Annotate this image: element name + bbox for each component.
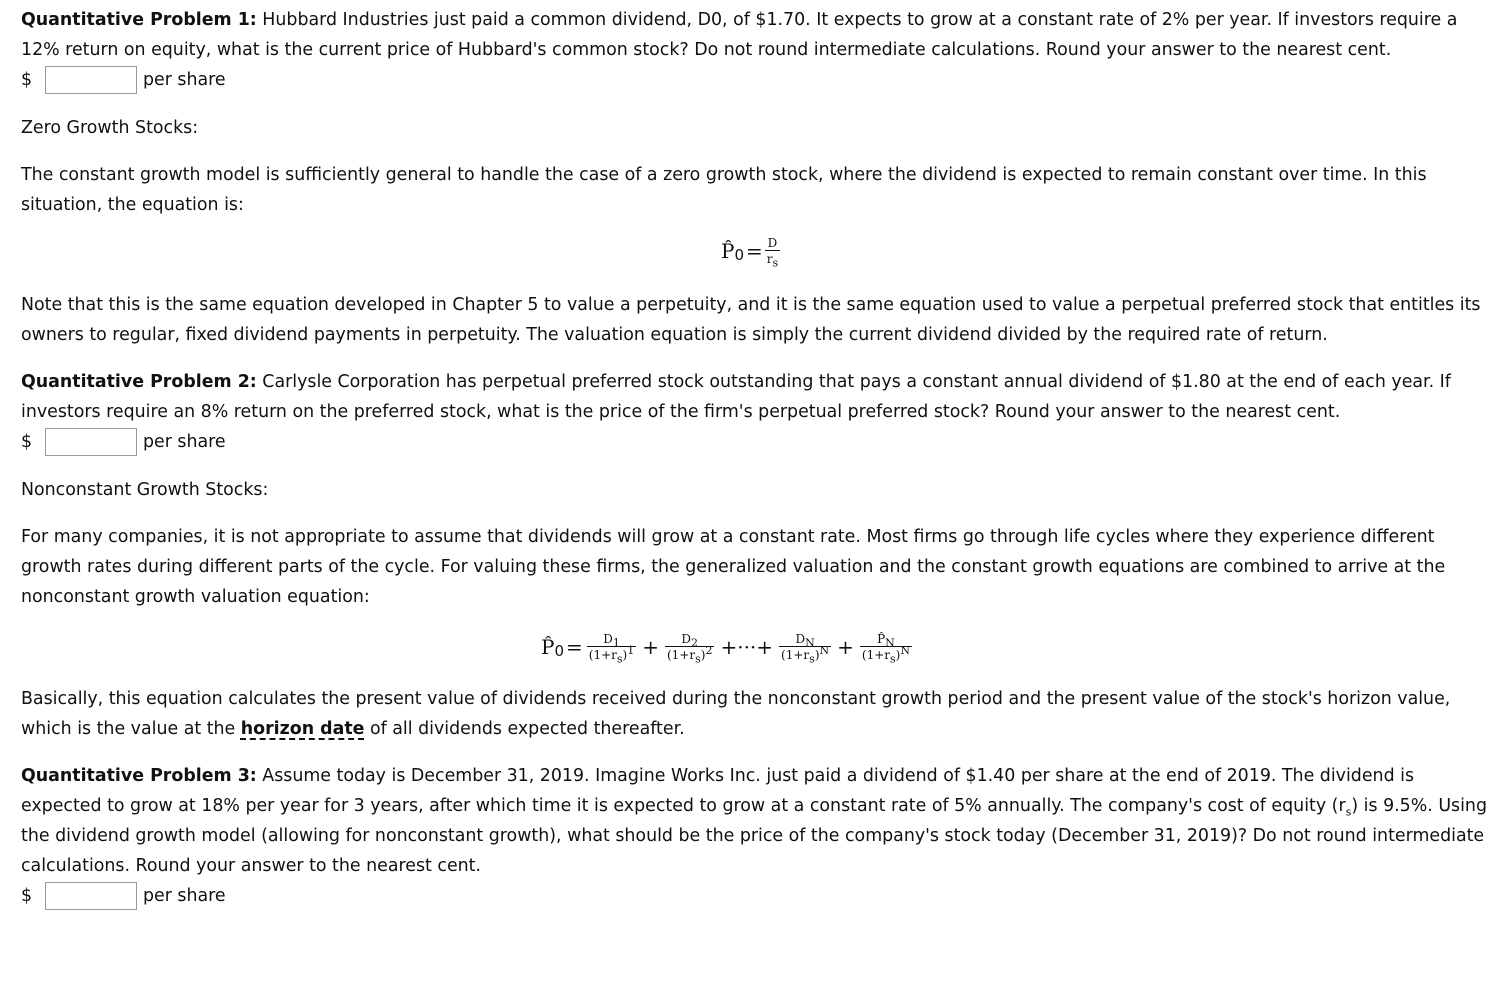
currency-symbol: $ xyxy=(21,432,33,452)
zero-growth-equation: P̂ $_0$ = $\frac{D}{r_s}$ xyxy=(721,236,779,270)
problem1-text: Quantitative Problem 1: Hubbard Industries just paid a common dividend, D0, of $1.70. It expects to grow at a constant rate of 2% per year. If investors require a 12% return on equity, what is the current price of Hubbard's common stock? Do not round intermediate calculations. Round your answer to the nearest cent. xyxy=(21,10,1458,60)
problem3-text: Quantitative Problem 3: Assume today is December 31, 2019. Imagine Works Inc. just paid a dividend of $1.40 per share at the end of 2019. The dividend is expected to grow at 18% per year for 3 years, after which time it is expected to grow at a constant rate of 5% annually. The company's cost of equity $(r_s)$ is 9.5%. Using the dividend growth model (allowing for nonconstant growth), what should be the price of the company's stock today (December 31, 2019)? Do not round intermediate calculations. Round your answer to the nearest cent. xyxy=(21,766,1487,876)
currency-symbol: $ xyxy=(21,70,33,90)
problem1-answer-row xyxy=(21,65,1496,95)
nonconstant-equation: P̂ $_0$ = $\frac{D_1}{(1+r_s)^1}$ + $\frac{D_2}{(1+r_s)^2}$ +···+ $\frac{D_N}{(1+r_s)^N}$ + $\frac{P̂_N}{(1+r_s)^N}$ xyxy=(541,632,910,666)
currency-symbol: $ xyxy=(21,886,33,906)
horizon-date-link[interactable]: horizon date xyxy=(240,719,365,739)
nonconstant-intro: For many companies, it is not appropriate to assume that dividends will grow at a constant rate. Most firms go through life cycles where they experience different growth rates during different parts of the cycle. For valuing these firms, the generalized valuation and the constant growth equations are combined to arrive at the nonconstant growth valuation equation: xyxy=(21,527,1446,607)
problem3-label: Quantitative Problem 3: xyxy=(21,766,257,786)
unit-label: per share xyxy=(143,886,226,906)
term-2: $\frac{D_2}{(1+r_s)^2}$ xyxy=(667,632,713,666)
term-horizon: $\frac{P̂_N}{(1+r_s)^N}$ xyxy=(861,632,910,666)
problem1-label: Quantitative Problem 1: xyxy=(21,10,257,30)
problem1-answer-input[interactable] xyxy=(45,66,137,94)
problem2-answer-input[interactable] xyxy=(45,428,137,456)
nonconstant-heading: Nonconstant Growth Stocks: xyxy=(21,480,269,500)
content xyxy=(21,5,1496,911)
eq-lhs: P̂ xyxy=(541,635,555,659)
problem2-answer-row xyxy=(21,427,1496,457)
term-1: $\frac{D_1}{(1+r_s)^1}$ xyxy=(588,632,635,666)
zero-growth-note: Note that this is the same equation developed in Chapter 5 to value a perpetuity, and it is the same equation used to value a perpetual preferred stock that entitles its owners to regular, fixed dividend payments in perpetuity. The valuation equation is simply the current dividend divided by the required rate of return. xyxy=(21,295,1481,345)
eq-lhs: P̂ xyxy=(721,239,735,263)
term-n: $\frac{D_N}{(1+r_s)^N}$ xyxy=(781,632,830,666)
problem3-answer-input[interactable] xyxy=(45,882,137,910)
problem3-answer-row xyxy=(21,881,1496,911)
zero-growth-intro: The constant growth model is sufficiently general to handle the case of a zero growth stock, where the dividend is expected to remain constant over time. In this situation, the equation is: xyxy=(21,165,1427,215)
ellipsis: +···+ xyxy=(720,635,774,659)
unit-label: per share xyxy=(143,432,226,452)
nonconstant-explanation: Basically, this equation calculates the present value of dividends received during the nonconstant growth period and the present value of the stock's horizon value, which is the value at the horizon date of all dividends expected thereafter. xyxy=(21,689,1451,739)
zero-growth-heading: Zero Growth Stocks: xyxy=(21,118,199,138)
problem2-text: Quantitative Problem 2: Carlysle Corporation has perpetual preferred stock outstanding that pays a constant annual dividend of $1.80 at the end of each year. If investors require an 8% return on the preferred stock, what is the price of the firm's perpetual preferred stock? Round your answer to the nearest cent. xyxy=(21,372,1451,422)
problem2-label: Quantitative Problem 2: xyxy=(21,372,257,392)
unit-label: per share xyxy=(143,70,226,90)
